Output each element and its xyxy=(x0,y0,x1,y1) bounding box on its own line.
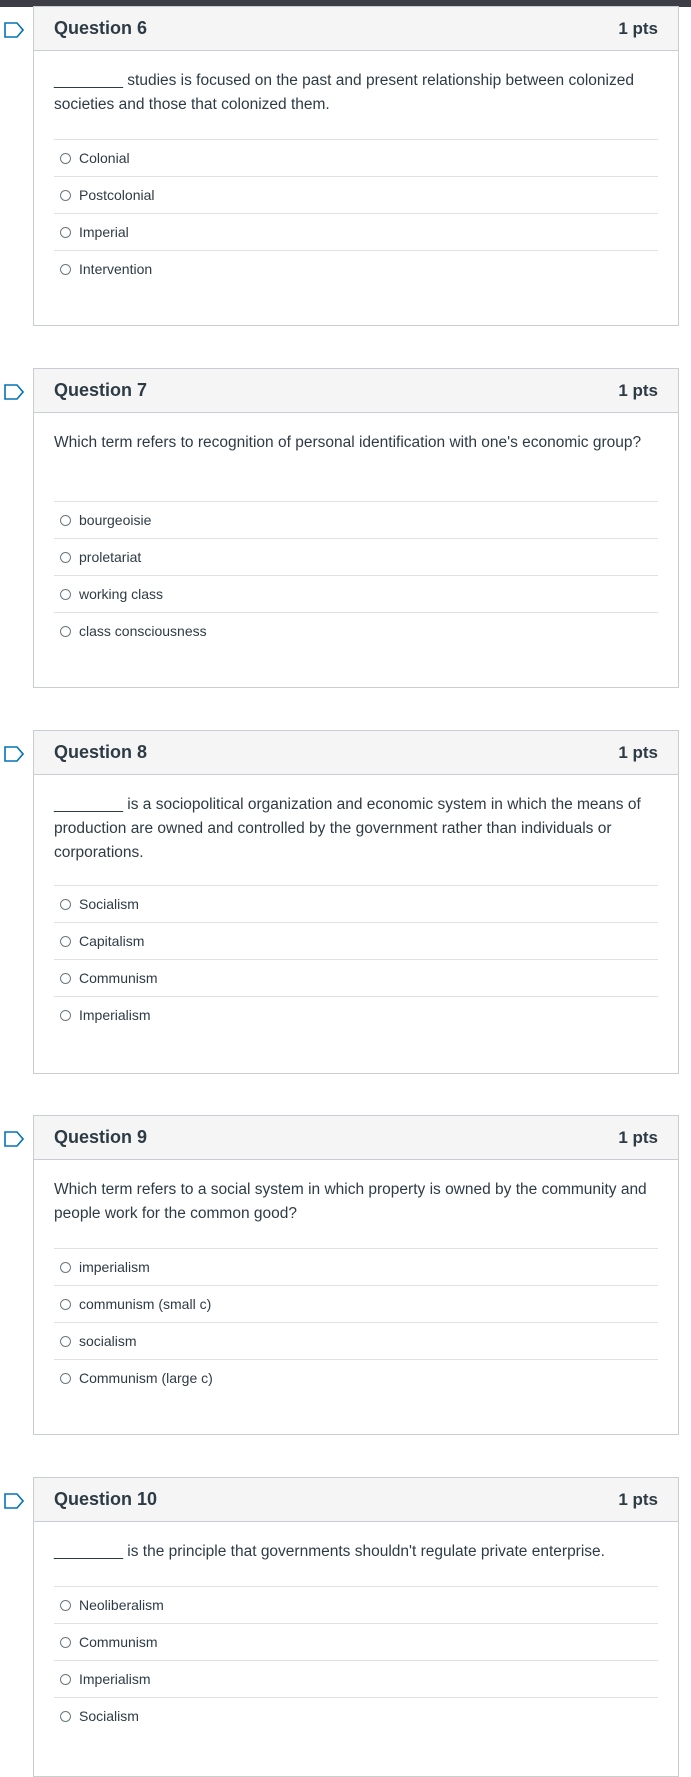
question-header xyxy=(34,1478,678,1522)
answer-label[interactable]: Communism (large c) xyxy=(79,1370,213,1386)
flag-question-icon[interactable] xyxy=(4,1131,24,1147)
answer-option[interactable] xyxy=(54,1359,658,1396)
question-header xyxy=(34,7,678,51)
answer-option[interactable] xyxy=(54,612,658,649)
question-points: 1 pts xyxy=(618,380,658,400)
answer-label[interactable]: Socialism xyxy=(79,896,139,912)
answer-option[interactable] xyxy=(54,213,658,250)
question-title: Question 8 xyxy=(54,742,148,762)
radio-button[interactable] xyxy=(60,899,71,910)
question-title: Question 6 xyxy=(54,18,148,38)
radio-button[interactable] xyxy=(60,515,71,526)
answer-label[interactable]: Postcolonial xyxy=(79,187,155,203)
answer-option[interactable] xyxy=(54,1248,658,1285)
answer-label[interactable]: Imperial xyxy=(79,224,129,240)
answer-option[interactable] xyxy=(54,1623,658,1660)
answer-label[interactable]: class consciousness xyxy=(79,623,207,639)
flag-question-icon[interactable] xyxy=(4,746,24,762)
question-text: ________ studies is focused on the past and present relationship between colonized societies and those that colonized them. xyxy=(54,72,634,113)
answer-option[interactable] xyxy=(54,139,658,176)
question-points: 1 pts xyxy=(618,742,658,762)
answer-option[interactable] xyxy=(54,538,658,575)
radio-button[interactable] xyxy=(60,1711,71,1722)
radio-button[interactable] xyxy=(60,153,71,164)
radio-button[interactable] xyxy=(60,227,71,238)
flag-question-icon[interactable] xyxy=(4,22,24,38)
question-box xyxy=(33,1115,679,1435)
answer-option[interactable] xyxy=(54,885,658,922)
answer-label[interactable]: Communism xyxy=(79,970,158,986)
answer-option[interactable] xyxy=(54,959,658,996)
answer-label[interactable]: Intervention xyxy=(79,261,153,277)
radio-button[interactable] xyxy=(60,1600,71,1611)
answer-label[interactable]: Communism xyxy=(79,1634,158,1650)
answer-label[interactable]: Capitalism xyxy=(79,933,145,949)
answer-label[interactable]: imperialism xyxy=(79,1259,150,1275)
question-box xyxy=(33,368,679,688)
question-box xyxy=(33,730,679,1074)
question-header xyxy=(34,369,678,413)
question-title: Question 10 xyxy=(54,1489,158,1509)
answer-label[interactable]: Neoliberalism xyxy=(79,1597,164,1613)
answer-list xyxy=(54,501,658,649)
radio-button[interactable] xyxy=(60,1299,71,1310)
radio-button[interactable] xyxy=(60,1637,71,1648)
question-header xyxy=(34,1116,678,1160)
answer-option[interactable] xyxy=(54,501,658,538)
question-points: 1 pts xyxy=(618,1127,658,1147)
radio-button[interactable] xyxy=(60,973,71,984)
answer-option[interactable] xyxy=(54,996,658,1033)
radio-button[interactable] xyxy=(60,626,71,637)
answer-option[interactable] xyxy=(54,575,658,612)
radio-button[interactable] xyxy=(60,589,71,600)
answer-list xyxy=(54,885,658,1033)
answer-list xyxy=(54,139,658,287)
answer-label[interactable]: bourgeoisie xyxy=(79,512,152,528)
question-text: Which term refers to recognition of personal identification with one's economic group? xyxy=(54,434,642,451)
answer-option[interactable] xyxy=(54,250,658,287)
radio-button[interactable] xyxy=(60,1262,71,1273)
flag-question-icon[interactable] xyxy=(4,384,24,400)
flag-question-icon[interactable] xyxy=(4,1493,24,1509)
question-points: 1 pts xyxy=(618,18,658,38)
radio-button[interactable] xyxy=(60,1373,71,1384)
answer-label[interactable]: Colonial xyxy=(79,150,130,166)
radio-button[interactable] xyxy=(60,190,71,201)
answer-label[interactable]: socialism xyxy=(79,1333,137,1349)
answer-option[interactable] xyxy=(54,922,658,959)
question-header xyxy=(34,731,678,775)
answer-option[interactable] xyxy=(54,1322,658,1359)
question-title: Question 7 xyxy=(54,380,148,400)
answer-option[interactable] xyxy=(54,1285,658,1322)
radio-button[interactable] xyxy=(60,552,71,563)
radio-button[interactable] xyxy=(60,1010,71,1021)
answer-label[interactable]: proletariat xyxy=(79,549,142,565)
radio-button[interactable] xyxy=(60,1336,71,1347)
question-text: ________ is a sociopolitical organization and economic system in which the means of production are owned and controlled by the government rather than individuals or corporations. xyxy=(54,796,641,861)
radio-button[interactable] xyxy=(60,264,71,275)
question-box xyxy=(33,1477,679,1777)
question-text: ________ is the principle that governments shouldn't regulate private enterprise. xyxy=(54,1543,605,1560)
radio-button[interactable] xyxy=(60,1674,71,1685)
answer-list xyxy=(54,1248,658,1396)
answer-list xyxy=(54,1586,658,1734)
question-points: 1 pts xyxy=(618,1489,658,1509)
answer-label[interactable]: Socialism xyxy=(79,1708,139,1724)
answer-option[interactable] xyxy=(54,1660,658,1697)
question-text: Which term refers to a social system in which property is owned by the community and people work for the common good? xyxy=(54,1181,647,1222)
answer-label[interactable]: communism (small c) xyxy=(79,1296,212,1312)
question-box xyxy=(33,6,679,326)
answer-label[interactable]: Imperialism xyxy=(79,1007,151,1023)
answer-label[interactable]: working class xyxy=(79,586,164,602)
radio-button[interactable] xyxy=(60,936,71,947)
question-title: Question 9 xyxy=(54,1127,148,1147)
answer-option[interactable] xyxy=(54,176,658,213)
answer-option[interactable] xyxy=(54,1697,658,1734)
answer-label[interactable]: Imperialism xyxy=(79,1671,151,1687)
answer-option[interactable] xyxy=(54,1586,658,1623)
